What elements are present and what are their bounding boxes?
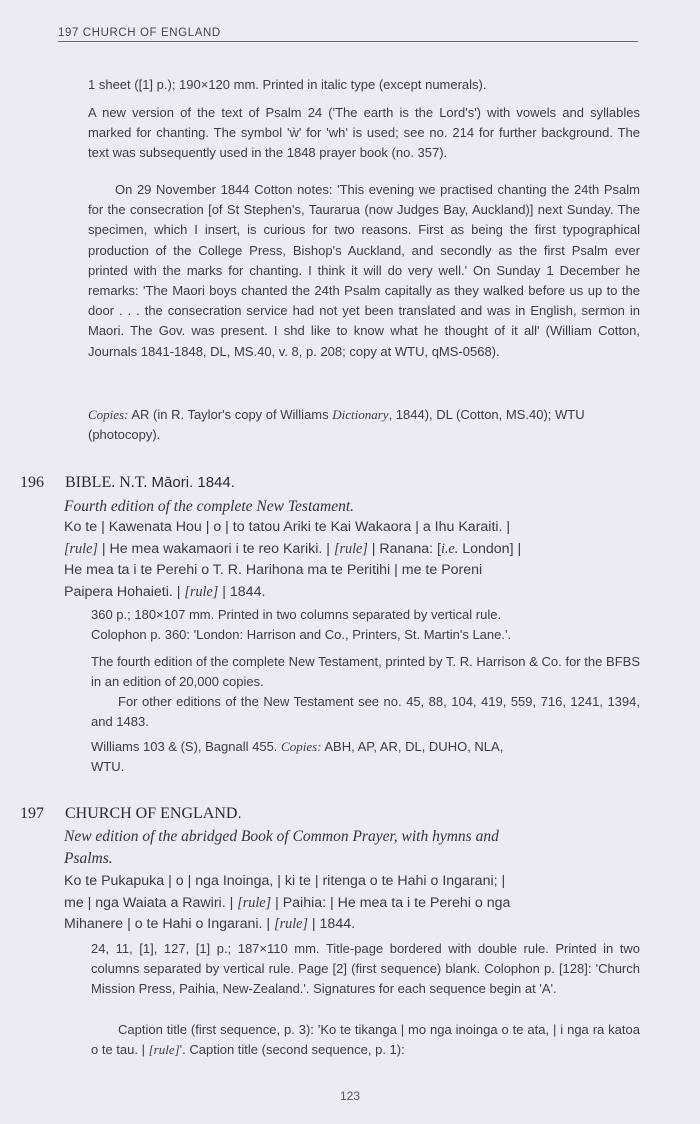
format-197: 24, 11, [1], 127, [1] p.; 187×110 mm. Title-page bordered with double rule. Printed in two columns separated by vertical rule. Page [2] (first sequence) blank. Colophon p. [128]: 'Church Mission Press, Paihia, New-Zealand.'. Signatures for each sequence begin at 'A'. xyxy=(91,941,640,996)
text-span: Williams 103 & (S), Bagnall 455. xyxy=(91,739,282,754)
copies-label: Copies: xyxy=(281,739,322,754)
refs-196 xyxy=(91,737,640,777)
copies-label: Copies: xyxy=(88,407,129,422)
heading-rest: . xyxy=(237,805,242,822)
subtitle-line: New edition of the abridged Book of Common Prayer, with hymns and xyxy=(64,828,499,845)
entry-heading-197 xyxy=(65,805,242,823)
transcription-line xyxy=(64,914,640,936)
copies-line xyxy=(88,405,640,445)
rule-mark: [rule] xyxy=(274,916,308,932)
entry-number-197: 197 xyxy=(20,805,44,822)
rule-mark: [rule] xyxy=(333,540,368,557)
text-span: me | nga Waiata a Rawiri. | xyxy=(64,894,238,911)
ie-mark: i.e. xyxy=(440,540,459,557)
transcription-line: Ko te Pukapuka | o | nga Inoinga, | ki te | ritenga o te Hahi o Ingarani; | xyxy=(64,873,506,889)
heading-rest: Māori. 1844. xyxy=(147,474,235,491)
copies-text-c: , 1844), DL (Cotton, MS.40); WTU (photocopy). xyxy=(88,407,585,442)
entry-subtitle-197 xyxy=(64,826,499,870)
psalm-note: A new version of the text of Psalm 24 ('The earth is the Lord's') with vowels and syllables marked for chanting. The symbol 'ẁ' for 'wh' is used; see no. 214 for further background. The text was subsequently used in the 1848 prayer book (no. 357). xyxy=(88,105,640,160)
text-span: London] | xyxy=(458,540,522,557)
text-span: ABH, AP, AR, DL, DUHO, NLA, xyxy=(321,739,504,754)
text-span: Paipera Hohaieti. | xyxy=(64,583,185,600)
text-span: | 1844. xyxy=(307,916,356,932)
note-196-edition: The fourth edition of the complete New Testament, printed by T. R. Harrison & Co. for the BFBS in an edition of 20,000 copies. xyxy=(91,654,640,689)
text-span: | 1844. xyxy=(218,583,266,600)
transcription-196 xyxy=(64,517,640,603)
caption-197 xyxy=(91,1020,640,1060)
heading-church: CHURCH OF ENGLAND xyxy=(65,805,238,822)
heading-bible: BIBLE. N.T. xyxy=(65,474,148,491)
format-line: 360 p.; 180×107 mm. Printed in two columns separated by vertical rule. xyxy=(91,607,502,622)
entry-heading-196 xyxy=(65,474,235,492)
copies-text-a: AR (in R. Taylor's copy of Williams xyxy=(128,407,333,422)
text-span: | Paihia: | He mea ta i te Perehi o nga xyxy=(271,894,511,911)
text-span: '. Caption title (second sequence, p. 1): xyxy=(179,1042,405,1057)
subtitle-line: Psalms. xyxy=(64,850,113,867)
rule-mark: [rule] xyxy=(148,1042,180,1057)
format-line: Colophon p. 360: 'London: Harrison and Co., Printers, St. Martin's Lane.'. xyxy=(91,627,512,642)
text-span: | Ranana: [ xyxy=(367,540,441,557)
page-number: 123 xyxy=(339,1089,361,1103)
running-head: 197 CHURCH OF ENGLAND xyxy=(58,27,638,42)
refs-line: WTU. xyxy=(91,759,125,774)
refs-line xyxy=(91,737,640,757)
rule-mark: [rule] xyxy=(184,583,219,600)
format-196 xyxy=(91,605,641,645)
copies-dictionary: Dictionary xyxy=(332,407,389,422)
format-line: 1 sheet ([1] p.); 190×120 mm. Printed in italic type (except numerals). xyxy=(88,77,487,92)
transcription-line: He mea ta i te Perehi o T. R. Harihona ma te Peritihi | me te Poreni xyxy=(64,562,483,578)
transcription-line xyxy=(64,893,640,915)
text-span: Mihanere | o te Hahi o Ingarani. | xyxy=(64,916,275,932)
transcription-line xyxy=(64,539,640,561)
cotton-note: On 29 November 1844 Cotton notes: 'This evening we practised chanting the 24th Psalm for the consecration [of St Stephen's, Taurarua (now Judges Bay, Auckland)] next Sunday. The specimen, which I insert, is curious for two reasons. First as being the first typographical production of the College Press, Bishop's Auckland, and secondly as the first Psalm ever printed with the marks for chanting. I think it will do very well.' On Sunday 1 December he remarks: 'The Maori boys chanted the 24th Psalm capitally as they walked before us up to the door . . . the consecration service had not yet been translated and was in English, sermon in Maori. The Gov. was present. I shd like to know what he thought of it all' (William Cotton, Journals 1841-1848, DL, MS.40, v. 8, p. 208; copy at WTU, qMS-0568). xyxy=(88,182,640,359)
rule-mark: [rule] xyxy=(237,894,272,911)
note-196-other-editions: For other editions of the New Testament see no. 45, 88, 104, 419, 559, 716, 1241, 1394, and 1483. xyxy=(91,694,640,729)
text-span: Caption title (first sequence, p. 3): 'Ko te tikanga | mo nga inoinga o te ata, | i nga ra katoa o te tau. | xyxy=(91,1022,640,1057)
entry-subtitle-196: Fourth edition of the complete New Testament. xyxy=(64,498,355,515)
text-span: | He mea wakamaori i te reo Kariki. | xyxy=(97,540,334,557)
transcription-line xyxy=(64,582,640,604)
entry-number-196: 196 xyxy=(20,474,44,491)
transcription-197 xyxy=(64,871,640,936)
rule-mark: [rule] xyxy=(64,540,98,557)
transcription-line: Ko te | Kawenata Hou | o | to tatou Ariki te Kai Wakaora | a Ihu Karaiti. | xyxy=(64,519,511,535)
